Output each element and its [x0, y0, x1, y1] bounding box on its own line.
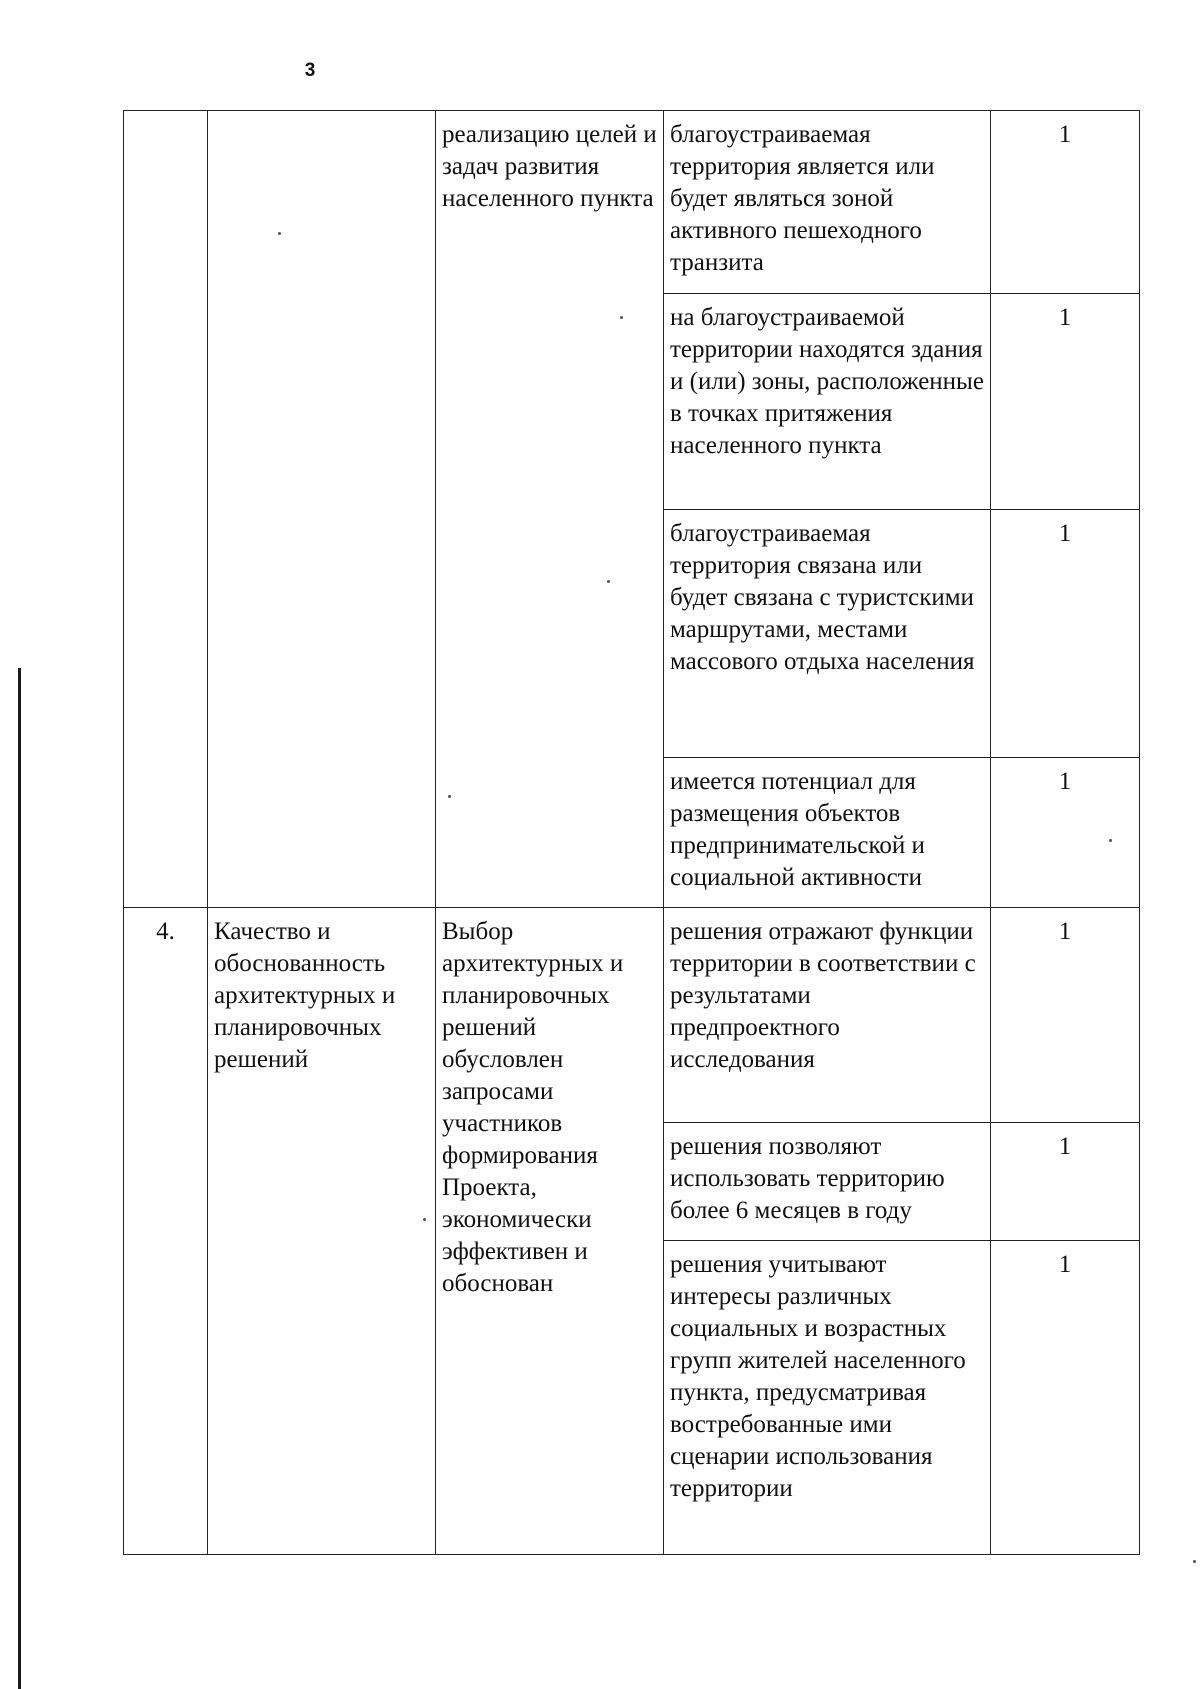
indicator-cell: благоустраиваемая территория является или будет являться зоной активного пешеходного транзита [664, 111, 991, 294]
scan-speck [1193, 1560, 1196, 1563]
criteria-table [123, 110, 1140, 1555]
score-cell: 1 [991, 111, 1140, 294]
description-cell: реализацию целей и задач развития населенного пункта [436, 111, 664, 908]
indicator-cell: решения отражают функции территории в соответствии с результатами предпроектного исследования [664, 908, 991, 1123]
page-number [0, 60, 1200, 82]
score-cell: 1 [991, 758, 1140, 908]
index-cell [124, 111, 208, 908]
score-cell: 1 [991, 1123, 1140, 1241]
binding-line [18, 668, 21, 1689]
indicator-cell: решения учитывают интересы различных социальных и возрастных групп жителей населенного пункта, предусматривая востребованные ими сценарии использования территории [664, 1241, 991, 1555]
indicator-cell: решения позволяют использовать территорию более 6 месяцев в году [664, 1123, 991, 1241]
criterion-cell: Качество и обоснованность архитектурных и планировочных решений [208, 908, 436, 1555]
criterion-cell [208, 111, 436, 908]
score-cell: 1 [991, 908, 1140, 1123]
index-cell: 4. [124, 908, 208, 1555]
indicator-cell: имеется потенциал для размещения объектов предпринимательской и социальной активности [664, 758, 991, 908]
indicator-cell: благоустраиваемая территория связана или будет связана с туристскими маршрутами, местами массового отдыха населения [664, 510, 991, 758]
table-row [124, 111, 1140, 294]
table-row [124, 908, 1140, 1123]
score-cell: 1 [991, 1241, 1140, 1555]
description-cell: Выбор архитектурных и планировочных решений обусловлен запросами участников формирования Проекта, экономически эффективен и обоснован [436, 908, 664, 1555]
score-cell: 1 [991, 510, 1140, 758]
score-cell: 1 [991, 294, 1140, 510]
page-number-text: 3 [304, 60, 316, 81]
indicator-cell: на благоустраиваемой территории находятся здания и (или) зоны, расположенные в точках притяжения населенного пункта [664, 294, 991, 510]
